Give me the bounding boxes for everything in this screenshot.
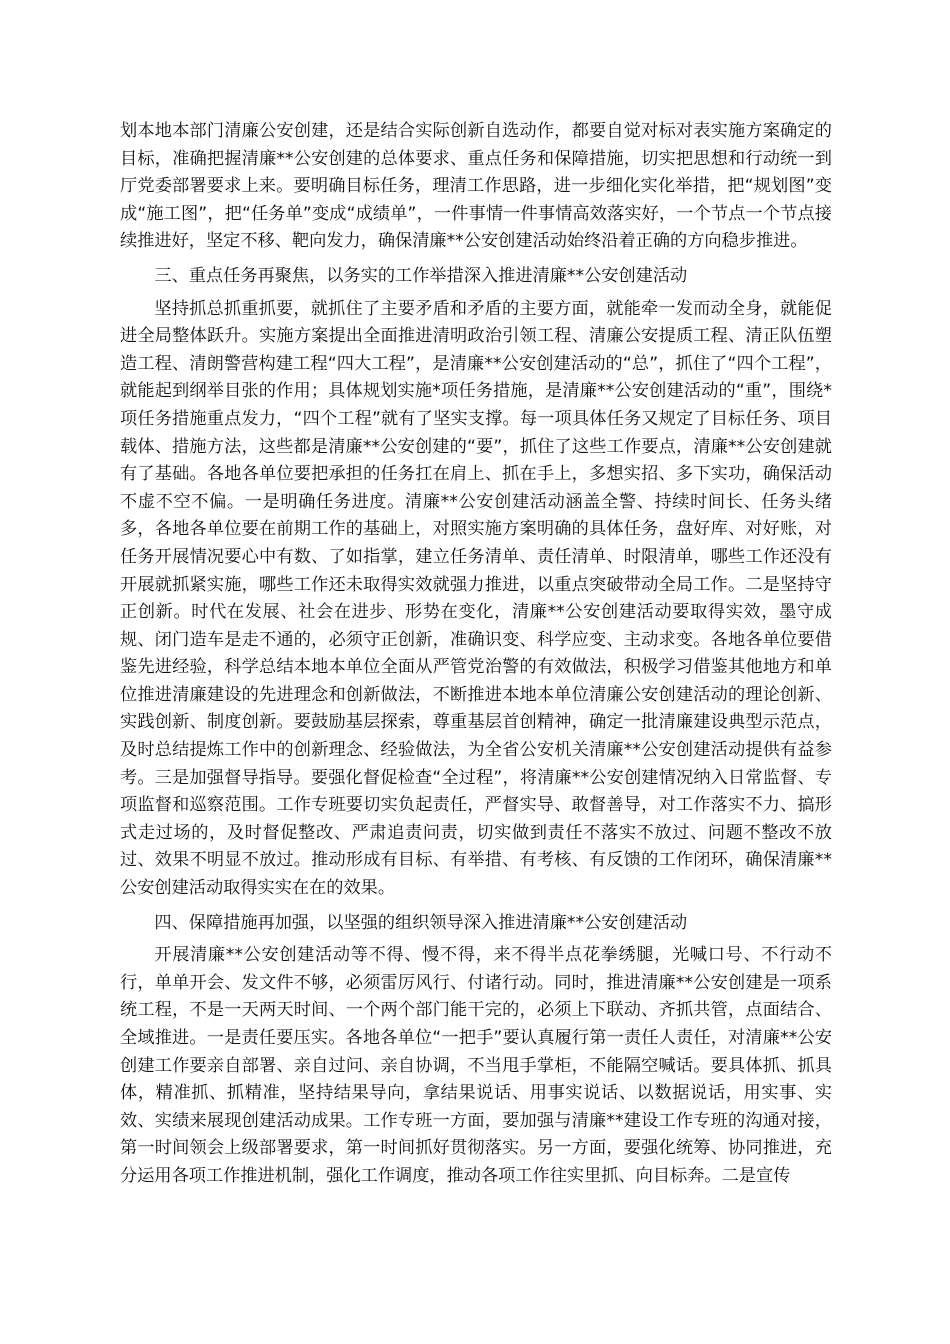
section-heading-3: 三、重点任务再聚焦，以务实的工作举措深入推进清廉**公安创建活动: [154, 265, 688, 286]
document-page: [120, 118, 832, 1191]
paragraph-section-3: 坚持抓总抓重抓要，就抓住了主要矛盾和矛盾的主要方面，就能牵一发而动全身，就能促进全局整体跃升。实施方案提出全面推进清明政治引领工程、清廉公安提质工程、清正队伍塑造工程、清朗警营构建工程“四大工程”，是清廉**公安创建活动的“总”，抓住了“四个工程”，就能起到纲举目张的作用；具体规划实施*项任务措施，是清廉**公安创建活动的“重”，围绕*项任务措施重点发力，“四个工程”就有了坚实支撑。每一项具体任务又规定了目标任务、项目载体、措施方法，这些都是清廉**公安创建的“要”，抓住了这些工作要点，清廉**公安创建就有了基础。各地各单位要把承担的任务扛在肩上、抓在手上，多想实招、多下实功，确保活动不虚不空不偏。一是明确任务进度。清廉**公安创建活动涵盖全警、持续时间长、任务头绪多，各地各单位要在前期工作的基础上，对照实施方案明确的具体任务，盘好库、对好账，对任务开展情况要心中有数、了如指掌，建立任务清单、责任清单、时限清单，哪些工作还没有开展就抓紧实施，哪些工作还未取得实效就强力推进，以重点突破带动全局工作。二是坚持守正创新。时代在发展、社会在进步、形势在变化，清廉**公安创建活动要取得实效，墨守成规、闭门造车是走不通的，必须守正创新，准确识变、科学应变、主动求变。各地各单位要借鉴先进经验，科学总结本地本单位全面从严管党治警的有效做法，积极学习借鉴其他地方和单位推进清廉建设的先进理念和创新做法，不断推进本地本单位清廉公安创建活动的理论创新、实践创新、制度创新。要鼓励基层探索，尊重基层首创精神，确定一批清廉建设典型示范点，及时总结提炼工作中的创新理念、经验做法，为全省公安机关清廉**公安创建活动提供有益参考。三是加强督导指导。要强化督促检查“全过程”，将清廉**公安创建情况纳入日常监督、专项监督和巡察范围。工作专班要切实负起责任，严督实导、敢督善导，对工作落实不力、搞形式走过场的，及时督促整改、严肃追责问责，切实做到责任不落实不放过、问题不整改不放过、效果不明显不放过。推动形成有目标、有举措、有考核、有反馈的工作闭环，确保清廉**公安创建活动取得实实在在的效果。: [120, 298, 832, 899]
paragraph-continued: 划本地本部门清廉公安创建，还是结合实际创新自选动作，都要自觉对标对表实施方案确定的目标，准确把握清廉**公安创建的总体要求、重点任务和保障措施，切实把思想和行动统一到厅党委部署要求上来。要明确目标任务，理清工作思路，进一步细化实化举措，把“规划图”变成“施工图”，把“任务单”变成“成绩单”，一件事情一件事情高效落实好，一个节点一个节点接续推进好，坚定不移、靶向发力，确保清廉**公安创建活动始终沿着正确的方向稳步推进。: [120, 121, 832, 252]
section-heading-4: 四、保障措施再加强，以坚强的组织领导深入推进清廉**公安创建活动: [154, 912, 688, 933]
paragraph-section-4: 开展清廉**公安创建活动等不得、慢不得，来不得半点花拳绣腿，光喊口号、不行动不行，单单开会、发文件不够，必须雷厉风行、付诸行动。同时，推进清廉**公安创建是一项系统工程，不是一天两天时间、一个两个部门能干完的，必须上下联动、齐抓共管，点面结合、全域推进。一是责任要压实。各地各单位“一把手”要认真履行第一责任人责任，对清廉**公安创建工作要亲自部署、亲自过问、亲自协调，不当甩手掌柜，不能隔空喊话。要具体抓、抓具体，精准抓、抓精准，坚持结果导向，拿结果说话、用事实说话、以数据说话，用实事、实效、实绩来展现创建活动成果。工作专班一方面，要加强与清廉**建设工作专班的沟通对接，第一时间领会上级部署要求，第一时间抓好贯彻落实。另一方面，要强化统筹、协同推进，充分运用各项工作推进机制，强化工作调度，推动各项工作往实里抓、向目标奔。二是宣传: [120, 945, 832, 1186]
